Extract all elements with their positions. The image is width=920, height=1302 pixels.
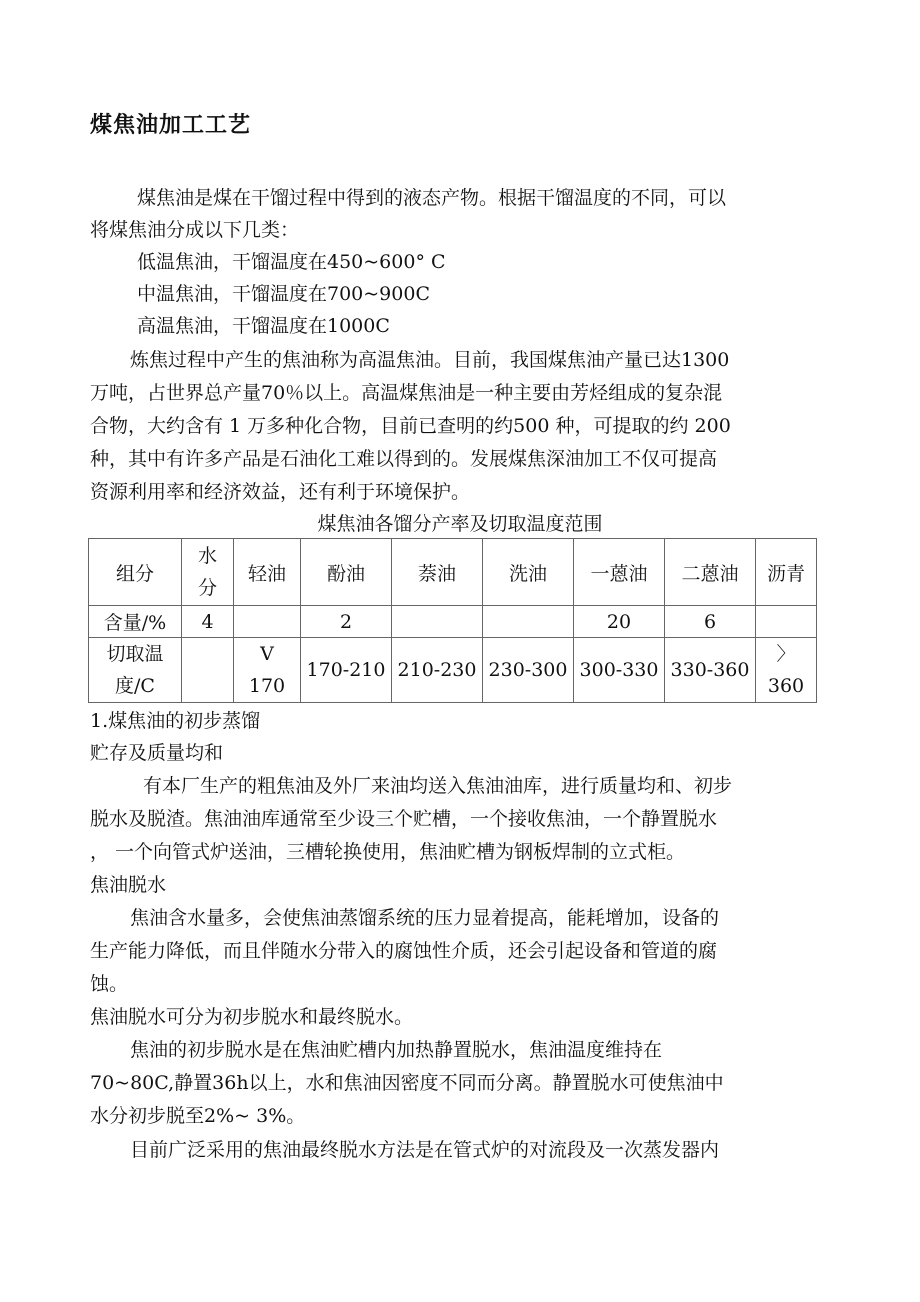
- table-cell: [756, 638, 817, 703]
- table-cell: 20: [574, 606, 665, 638]
- paragraph-line: 焦油的初步脱水是在焦油贮槽内加热静置脱水，焦油温度维持在: [130, 1039, 663, 1061]
- paragraph-line: 种，其中有许多产品是石油化工难以得到的。发展煤焦深油加工不仅可提高: [90, 448, 718, 470]
- paragraph-line: 有本厂生产的粗焦油及外厂来油均送入焦油油库，进行质量均和、初步: [143, 775, 733, 797]
- paragraph-line: 蚀。: [90, 973, 129, 995]
- section-heading: 1.煤焦油的初步蒸馏: [90, 710, 261, 732]
- header-cell: 洗油: [483, 539, 574, 606]
- table-cell: 210-230: [392, 638, 483, 703]
- fraction-table: [88, 538, 817, 703]
- cell-text: 170: [248, 675, 286, 697]
- table-cell: 6: [665, 606, 756, 638]
- paragraph-line: 焦油脱水可分为初步脱水和最终脱水。: [90, 1006, 414, 1028]
- row-label: 含量/%: [89, 606, 182, 638]
- category-low-temp: 低温焦油，干馏温度在450~600° C: [137, 251, 446, 273]
- table-cell: 300-330: [574, 638, 665, 703]
- row-label: [89, 638, 182, 703]
- table-cell: [234, 606, 301, 638]
- category-mid-temp: 中温焦油，干馏温度在700~900C: [137, 283, 430, 305]
- paragraph-line: 水分初步脱至2%~ 3%。: [90, 1105, 306, 1127]
- paragraph-line: 脱水及脱渣。焦油油库通常至少设三个贮槽，一个接收焦油，一个静置脱水: [90, 808, 718, 830]
- table-cell: 330-360: [665, 638, 756, 703]
- table-row-temperature: [89, 638, 817, 703]
- row-label-text: 度/C: [115, 675, 155, 697]
- table-cell: 170-210: [301, 638, 392, 703]
- paragraph-line: 炼焦过程中产生的焦油称为高温焦油。目前，我国煤焦油产量已达1300: [130, 349, 730, 371]
- header-cell: 组分: [89, 539, 182, 606]
- table-cell: 4: [182, 606, 234, 638]
- table-cell: [483, 606, 574, 638]
- table-cell: 2: [301, 606, 392, 638]
- paragraph-line: 万吨，占世界总产量70％以上。高温煤焦油是一种主要由芳烃组成的复杂混: [90, 382, 723, 404]
- header-cell: 轻油: [234, 539, 301, 606]
- subsection-heading: 贮存及质量均和: [90, 742, 224, 764]
- header-cell: [182, 539, 234, 606]
- header-text: 分: [197, 577, 217, 599]
- category-high-temp: 高温焦油，干馏温度在1000C: [137, 315, 390, 337]
- table-cell: [392, 606, 483, 638]
- intro-line-2: 将煤焦油分成以下几类：: [90, 219, 300, 241]
- header-text: 水: [197, 545, 217, 567]
- table-caption: 煤焦油各馏分产率及切取温度范围: [317, 513, 603, 535]
- intro-line-1: 煤焦油是煤在干馏过程中得到的液态产物。根据干馏温度的不同，可以: [137, 187, 727, 209]
- paragraph-line: 目前广泛采用的焦油最终脱水方法是在管式炉的对流段及一次蒸发器内: [130, 1139, 720, 1161]
- cell-text: 〉: [776, 643, 796, 665]
- header-cell: 二蒽油: [665, 539, 756, 606]
- cell-text: V: [260, 643, 274, 665]
- paragraph-line: ， 一个向管式炉送油，三槽轮换使用，焦油贮槽为钢板焊制的立式柜。: [90, 841, 686, 863]
- table-cell: 230-300: [483, 638, 574, 703]
- header-cell: 萘油: [392, 539, 483, 606]
- header-cell: 沥青: [756, 539, 817, 606]
- table-cell: [182, 638, 234, 703]
- paragraph-line: 合物，大约含有 1 万多种化合物，目前已查明的约500 种，可提取的约 200: [90, 415, 731, 437]
- table-cell: [234, 638, 301, 703]
- header-cell: 一蒽油: [574, 539, 665, 606]
- table-cell: [756, 606, 817, 638]
- paragraph-line: 生产能力降低，而且伴随水分带入的腐蚀性介质，还会引起设备和管道的腐: [90, 940, 718, 962]
- cell-text: 360: [767, 675, 805, 697]
- header-cell: 酚油: [301, 539, 392, 606]
- row-label-text: 切取温: [106, 643, 164, 665]
- page-title: 煤焦油加工工艺: [90, 113, 252, 138]
- paragraph-line: 70~80C,静置36h以上，水和焦油因密度不同而分离。静置脱水可使焦油中: [90, 1072, 724, 1094]
- subsection-heading: 焦油脱水: [90, 874, 167, 896]
- table-row-content: [89, 606, 817, 638]
- table-header-row: [89, 539, 817, 606]
- paragraph-line: 资源利用率和经济效益，还有利于环境保护。: [90, 481, 471, 503]
- paragraph-line: 焦油含水量多，会使焦油蒸馏系统的压力显着提高，能耗增加，设备的: [130, 907, 720, 929]
